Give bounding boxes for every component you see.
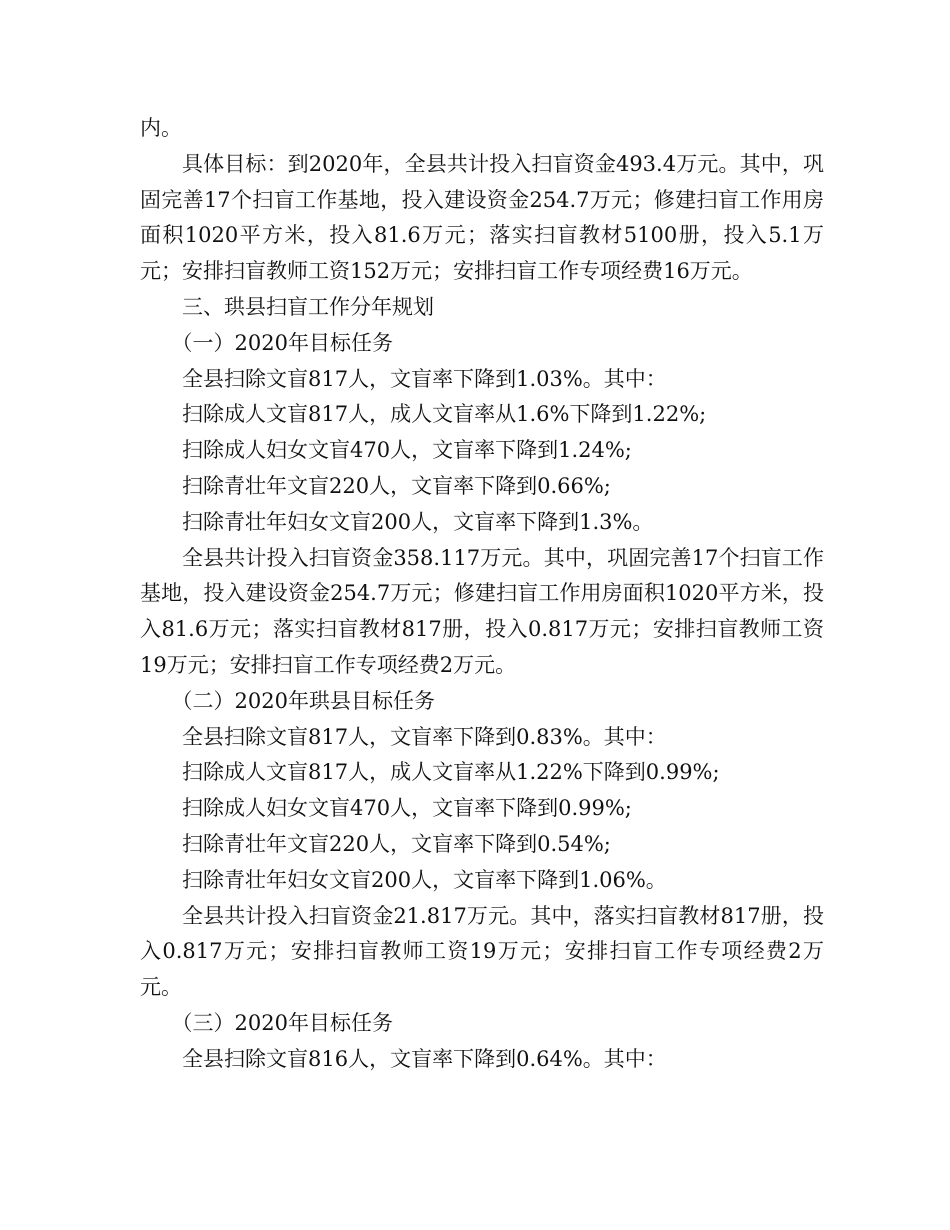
paragraph-item: 扫除成人妇女文盲470人，文盲率下降到0.99%; xyxy=(182,796,632,821)
subsection-heading-3: （三）2020年目标任务 xyxy=(171,1010,393,1035)
subsection-heading-1: （一）2020年目标任务 xyxy=(171,330,393,355)
paragraph-item: 全县扫除文盲816人，文盲率下降到0.64%。其中： xyxy=(182,1046,667,1071)
paragraph-item: 扫除青壮年文盲220人，文盲率下降到0.66%; xyxy=(182,473,611,498)
paragraph-item: 扫除成人妇女文盲470人，文盲率下降到1.24%; xyxy=(182,438,632,463)
paragraph-funding: 全县共计投入扫盲资金21.817万元。其中，落实扫盲教材817册，投入0.817万元；安排扫盲教师工资19万元；安排扫盲工作专项经费2万元。 xyxy=(140,903,824,1000)
paragraph-continuation: 内。 xyxy=(140,116,182,140)
paragraph-item: 扫除成人文盲817人，成人文盲率从1.22%下降到0.99%; xyxy=(182,760,720,785)
paragraph-item: 扫除青壮年妇女文盲200人，文盲率下降到1.06%。 xyxy=(182,867,667,892)
subsection-heading-2: （二）2020年珙县目标任务 xyxy=(171,688,435,713)
section-heading: 三、珙县扫盲工作分年规划 xyxy=(182,294,434,319)
paragraph-item: 扫除青壮年妇女文盲200人，文盲率下降到1.3%。 xyxy=(182,509,654,534)
paragraph-funding: 全县共计投入扫盲资金358.117万元。其中，巩固完善17个扫盲工作基地，投入建设资金254.7万元；修建扫盲工作用房面积1020平方米，投入81.6万元；落实扫盲教材817册，投入0.817万元；安排扫盲教师工资19万元；安排扫盲工作专项经费2万元。 xyxy=(140,545,824,677)
paragraph-item: 全县扫除文盲817人，文盲率下降到0.83%。其中： xyxy=(182,724,667,749)
paragraph-item: 扫除成人文盲817人，成人文盲率从1.6%下降到1.22%; xyxy=(182,402,707,427)
paragraph-item: 扫除青壮年文盲220人，文盲率下降到0.54%; xyxy=(182,831,611,856)
paragraph-item: 全县扫除文盲817人，文盲率下降到1.03%。其中： xyxy=(182,366,667,391)
document-body xyxy=(140,111,824,1078)
paragraph-specific-goals: 具体目标：到2020年，全县共计投入扫盲资金493.4万元。其中，巩固完善17个扫盲工作基地，投入建设资金254.7万元；修建扫盲工作用房面积1020平方米，投入81.6万元；落实扫盲教材5100册，投入5.1万元；安排扫盲教师工资152万元；安排扫盲工作专项经费16万元。 xyxy=(140,151,824,284)
